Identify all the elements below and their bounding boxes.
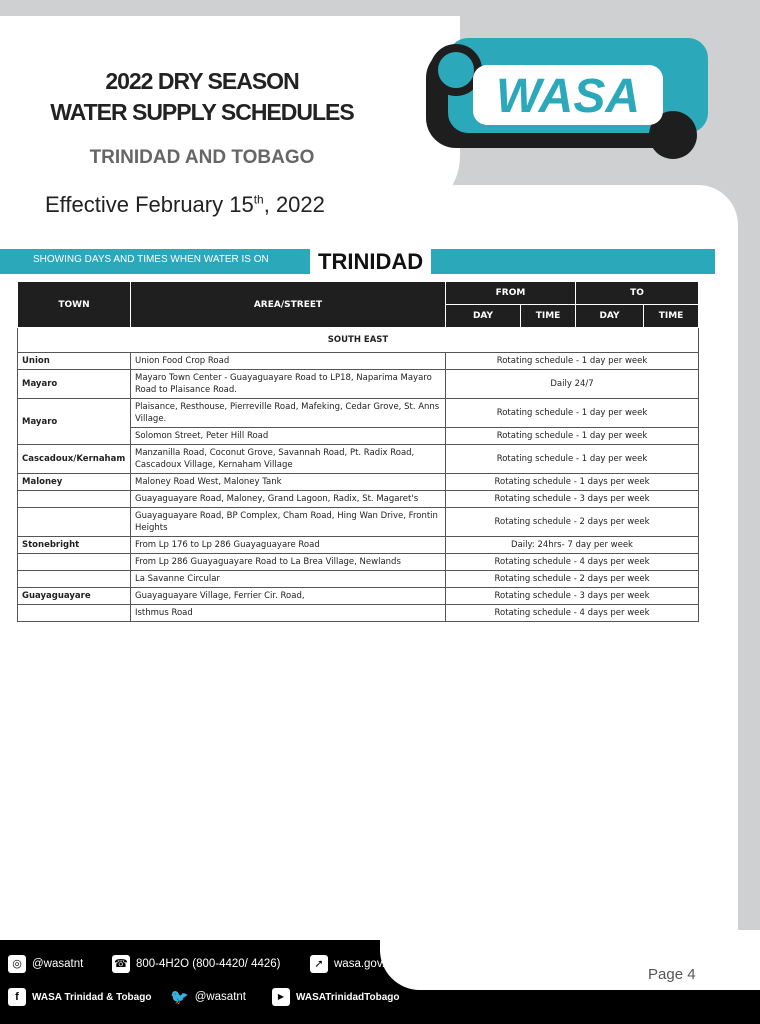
- schedule-cell: Rotating schedule - 1 day per week: [446, 445, 699, 474]
- schedule-table: [17, 281, 699, 622]
- town-cell: Stonebright: [18, 537, 131, 554]
- area-cell: Plaisance, Resthouse, Pierreville Road, Mafeking, Cedar Grove, St. Anns Village.: [131, 399, 446, 428]
- town-cell: [18, 571, 131, 588]
- footer-phone[interactable]: [112, 955, 281, 973]
- town-cell: Union: [18, 353, 131, 370]
- town-cell: Mayaro: [18, 370, 131, 399]
- schedule-cell: Rotating schedule - 1 days per week: [446, 474, 699, 491]
- table-row: [18, 537, 699, 554]
- header-town: TOWN: [18, 282, 131, 328]
- town-cell: [18, 508, 131, 537]
- facebook-page: WASA Trinidad & Tobago: [32, 991, 152, 1003]
- header-from-time: TIME: [521, 305, 576, 328]
- schedule-cell: Rotating schedule - 1 day per week: [446, 428, 699, 445]
- table-row: [18, 508, 699, 537]
- footer-twitter[interactable]: [170, 988, 246, 1006]
- subtitle: TRINIDAD AND TOBAGO: [89, 147, 315, 168]
- page-number: Page 4: [648, 966, 696, 983]
- twitter-icon: 🐦: [170, 989, 189, 1006]
- header-from: FROM: [446, 282, 576, 305]
- town-cell: Maloney: [18, 474, 131, 491]
- schedule-cell: Rotating schedule - 1 day per week: [446, 353, 699, 370]
- facebook-icon: f: [8, 988, 26, 1006]
- youtube-channel: WASATrinidadTobago: [296, 991, 400, 1003]
- title-line-2: WATER SUPPLY SCHEDULES: [50, 99, 354, 125]
- area-cell: Mayaro Town Center - Guayaguayare Road to LP18, Naparima Mayaro Road to Plaisance Road.: [131, 370, 446, 399]
- cursor-icon: ➚: [310, 955, 328, 973]
- website-url: wasa.gov.tt: [334, 958, 392, 970]
- table-row: [18, 474, 699, 491]
- schedule-cell: Rotating schedule - 2 days per week: [446, 508, 699, 537]
- effective-date: Effective February 15th, 2022: [45, 192, 325, 217]
- table-row: [18, 399, 699, 428]
- region-label: TRINIDAD: [310, 246, 431, 276]
- phone-icon: ☎: [112, 955, 130, 973]
- band-caption: SHOWING DAYS AND TIMES WHEN WATER IS ON: [33, 254, 269, 265]
- section-heading: SOUTH EAST: [18, 328, 699, 353]
- area-cell: Isthmus Road: [131, 605, 446, 622]
- table-row: [18, 588, 699, 605]
- area-cell: Guayaguayare Road, BP Complex, Cham Road, Hing Wan Drive, Frontin Heights: [131, 508, 446, 537]
- footer-curve: [380, 930, 760, 990]
- footer-facebook[interactable]: [8, 988, 151, 1006]
- area-cell: Solomon Street, Peter Hill Road: [131, 428, 446, 445]
- header-to: TO: [576, 282, 699, 305]
- schedule-cell: Rotating schedule - 2 days per week: [446, 571, 699, 588]
- table-row: [18, 445, 699, 474]
- area-cell: Manzanilla Road, Coconut Grove, Savannah Road, Pt. Radix Road, Cascadoux Village, Kernaham Village: [131, 445, 446, 474]
- table-row: [18, 605, 699, 622]
- table-row: [18, 353, 699, 370]
- town-cell: Mayaro: [18, 399, 131, 445]
- table-row: [18, 571, 699, 588]
- footer-youtube[interactable]: [272, 988, 400, 1006]
- area-cell: Maloney Road West, Maloney Tank: [131, 474, 446, 491]
- schedule-cell: Rotating schedule - 1 day per week: [446, 399, 699, 428]
- town-cell: Cascadoux/Kernaham: [18, 445, 131, 474]
- svg-text:WASA: WASA: [496, 70, 640, 123]
- schedule-cell: Rotating schedule - 4 days per week: [446, 605, 699, 622]
- phone-number: 800-4H2O (800-4420/ 4426): [136, 958, 281, 970]
- area-cell: From Lp 286 Guayaguayare Road to La Brea Village, Newlands: [131, 554, 446, 571]
- schedule-cell: Rotating schedule - 3 days per week: [446, 491, 699, 508]
- title-line-1: 2022 DRY SEASON: [105, 68, 299, 94]
- area-cell: La Savanne Circular: [131, 571, 446, 588]
- header-from-day: DAY: [446, 305, 521, 328]
- area-cell: From Lp 176 to Lp 286 Guayaguayare Road: [131, 537, 446, 554]
- schedule-cell: Daily: 24hrs- 7 day per week: [446, 537, 699, 554]
- town-cell: [18, 554, 131, 571]
- schedule-cell: Daily 24/7: [446, 370, 699, 399]
- header-area: AREA/STREET: [131, 282, 446, 328]
- area-cell: Union Food Crop Road: [131, 353, 446, 370]
- instagram-handle: @wasatnt: [32, 958, 84, 970]
- header-to-day: DAY: [576, 305, 644, 328]
- header-to-time: TIME: [644, 305, 699, 328]
- schedule-cell: Rotating schedule - 4 days per week: [446, 554, 699, 571]
- schedule-cell: Rotating schedule - 3 days per week: [446, 588, 699, 605]
- footer-website[interactable]: [310, 955, 391, 973]
- town-cell: [18, 491, 131, 508]
- twitter-handle: @wasatnt: [194, 991, 246, 1003]
- town-cell: Guayaguayare: [18, 588, 131, 605]
- table-row: [18, 554, 699, 571]
- footer-instagram[interactable]: [8, 955, 83, 973]
- table-row: [18, 491, 699, 508]
- area-cell: Guayaguayare Village, Ferrier Cir. Road,: [131, 588, 446, 605]
- area-cell: Guayaguayare Road, Maloney, Grand Lagoon, Radix, St. Magaret's: [131, 491, 446, 508]
- wasa-logo: [418, 30, 713, 170]
- town-cell: [18, 605, 131, 622]
- youtube-icon: ▶: [272, 988, 290, 1006]
- instagram-icon: ◎: [8, 955, 26, 973]
- table-row: [18, 370, 699, 399]
